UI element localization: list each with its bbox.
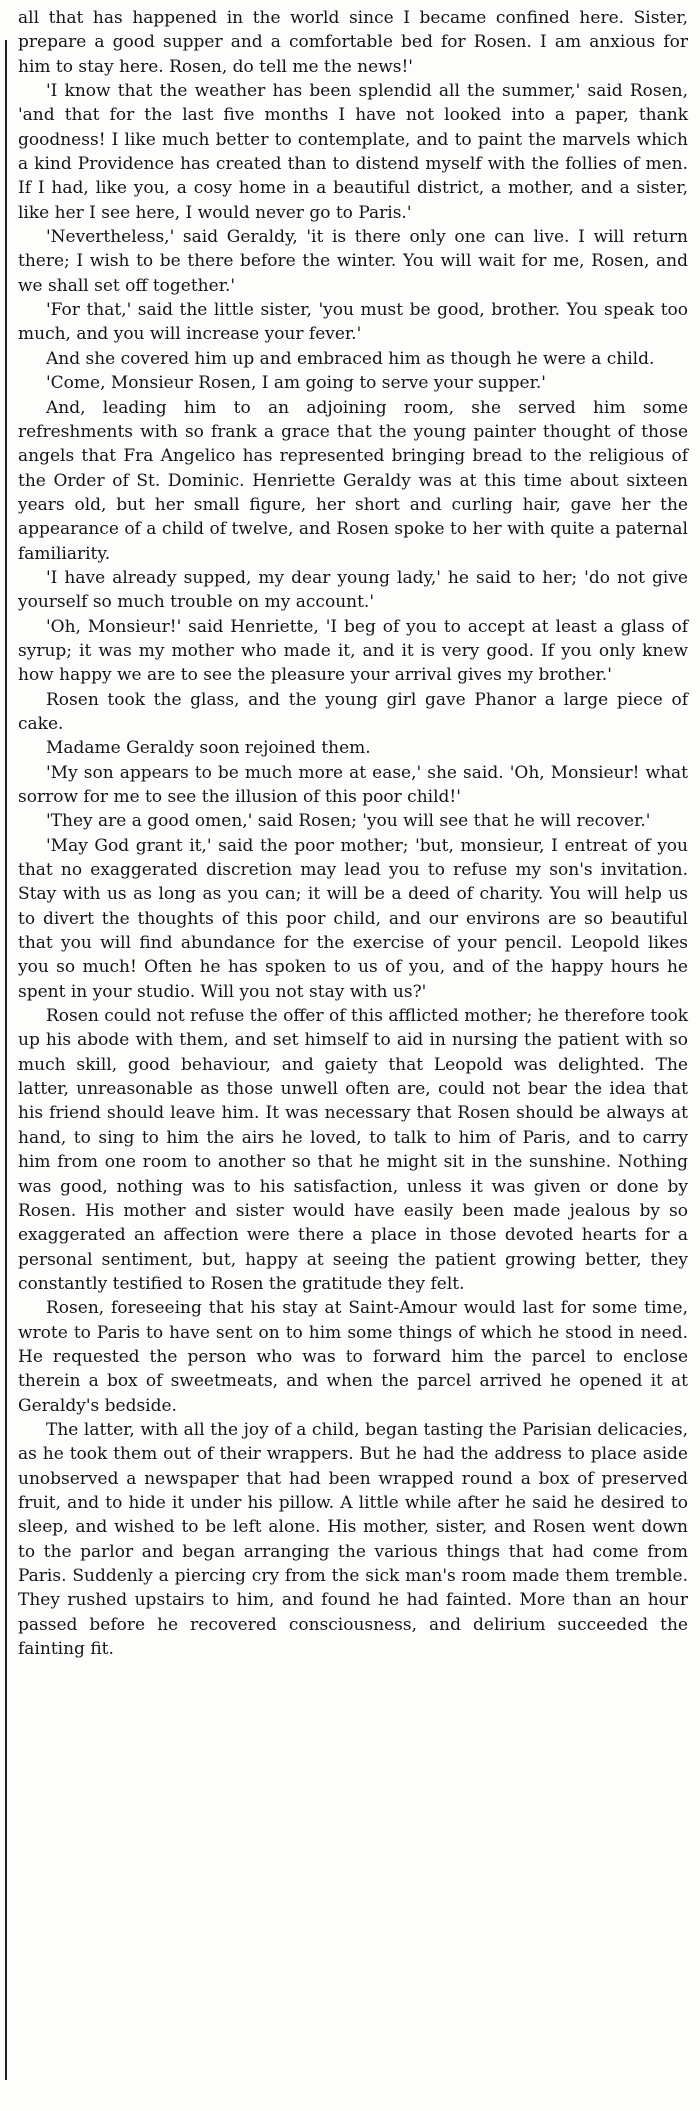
paragraph: 'Come, Monsieur Rosen, I am going to serve your supper.' [46, 373, 546, 394]
paragraph: 'They are a good omen,' said Rosen; 'you will see that he will recover.' [46, 811, 651, 832]
paragraph: 'I have already supped, my dear young lady,' he said to her; 'do not give yourself so much trouble on my account.' [18, 567, 688, 613]
paragraph: Rosen could not refuse the offer of this afflicted mother; he therefore took up his abode with them, and set himself to aid in nursing the patient with so much skill, good behaviour, and gaiety that Leopold was delighted. The latter, unreasonable as those unwell often are, could not bear the idea that his friend should leave him. It was necessary that Rosen should be always at hand, to sing to him the airs he loved, to talk to him of Paris, and to carry him from one room to another so that he might sit in the sunshine. Nothing was good, nothing was to his satisfaction, unless it was given or done by Rosen. His mother and sister would have easily been made jealous by so exaggerated an affection were there a place in those devoted hearts for a personal sentiment, but, happy at seeing the patient growing better, they constantly testified to Rosen the gratitude they felt. [18, 1006, 688, 1294]
paragraph: 'May God grant it,' said the poor mother; 'but, monsieur, I entreat of you that no exaggerated discretion may lead you to refuse my son's invitation. Stay with us as long as you can; it will be a deed of charity. You will help us to divert the thoughts of this poor child, and our environs are so beautiful that you will find abundance for the exercise of your pencil. Leopold likes you so much! Often he has spoken to us of you, and of the happy hours he spent in your studio. Will you not stay with us?' [18, 835, 688, 1002]
paragraph: all that has happened in the world since I became confined here. Sister, prepare a good supper and a comfortable bed for Rosen. I am anxious for him to stay here. Rosen, do tell me the news!' [18, 8, 688, 77]
paragraph: 'I know that the weather has been splendid all the summer,' said Rosen, 'and that for the last five months I have not looked into a paper, thank goodness! I like much better to contemplate, and to paint the marvels which a kind Providence has created than to distend myself with the follies of men. If I had, like you, a cosy home in a beautiful district, a mother, and a sister, like her I see here, I would never go to Paris.' [18, 81, 688, 223]
paragraph: 'Nevertheless,' said Geraldy, 'it is there only one can live. I will return there; I wish to be there before the winter. You will wait for me, Rosen, and we shall set off together.' [18, 227, 688, 296]
paragraph: The latter, with all the joy of a child, began tasting the Parisian delicacies, as he took them out of their wrappers. But he had the address to place aside unobserved a newspaper that had been wrapped round a box of preserved fruit, and to hide it under his pillow. A little while after he said he desired to sleep, and wished to be left alone. His mother, sister, and Rosen went down to the parlor and began arranging the various things that had come from Paris. Suddenly a piercing cry from the sick man's room made them tremble. They rushed upstairs to him, and found he had fainted. More than an hour passed before he recovered consciousness, and delirium succeeded the fainting fit. [18, 1419, 688, 1660]
paragraph: 'Oh, Monsieur!' said Henriette, 'I beg of you to accept at least a glass of syrup; it was my mother who made it, and it is very good. If you only knew how happy we are to see the pleasure your arrival gives my brother.' [18, 616, 688, 686]
paragraph: Rosen took the glass, and the young girl gave Phanor a large piece of cake. [18, 689, 688, 734]
paragraph: Rosen, foreseeing that his stay at Saint-Amour would last for some time, wrote to Paris to have sent on to him some things of which he stood in need. He requested the person who was to forward him the parcel to enclose therein a box of sweetmeats, and when the parcel arrived he opened it at Geraldy's bedside. [18, 1298, 688, 1416]
body-text [18, 6, 688, 1661]
paragraph: And, leading him to an adjoining room, she served him some refreshments with so frank a grace that the young painter thought of those angels that Fra Angelico has represented bringing bread to the religious of the Order of St. Dominic. Henriette Geraldy was at this time about sixteen years old, but her small figure, her short and curling hair, gave her the appearance of a child of twelve, and Rosen spoke to her with quite a paternal familiarity. [18, 397, 688, 564]
paragraph: Madame Geraldy soon rejoined them. [46, 738, 371, 759]
paragraph: 'My son appears to be much more at ease,' she said. 'Oh, Monsieur! what sorrow for me to see the illusion of this poor child!' [18, 762, 688, 807]
paragraph: 'For that,' said the little sister, 'you must be good, brother. You speak too much, and you will increase your fever.' [18, 300, 688, 345]
margin-rule [5, 40, 7, 2080]
paragraph: And she covered him up and embraced him as though he were a child. [46, 348, 655, 369]
